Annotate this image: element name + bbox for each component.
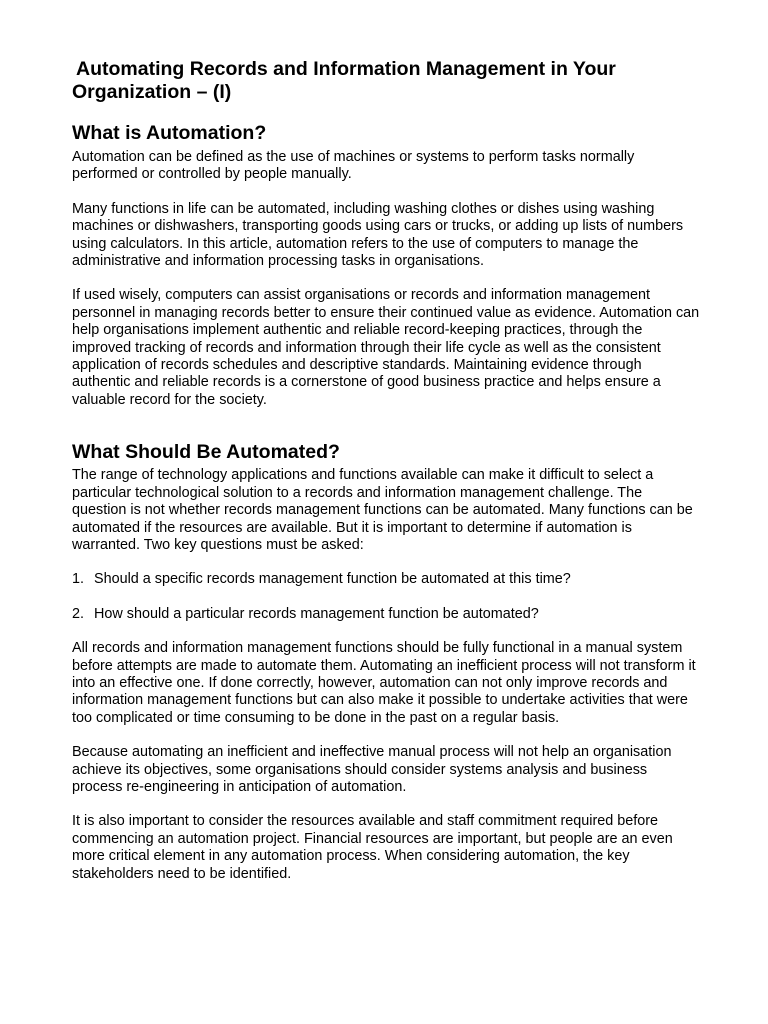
paragraph: Many functions in life can be automated, including washing clothes or dishes using washing machines or dishwashers, transporting goods using cars or trucks, or adding up lists of numbers using calculators. In this article, automation refers to the use of computers to manage the administrative and information processing tasks in organisations.: [72, 200, 684, 270]
section-heading-what-should-be-automated: What Should Be Automated?: [72, 441, 340, 464]
document-title: [72, 58, 700, 104]
list-number: 1.: [72, 571, 85, 588]
title-line-2: Organization – (I): [72, 81, 232, 103]
title-line-1: Automating Records and Information Management in Your: [76, 58, 616, 80]
paragraph: The range of technology applications and functions available can make it difficult to select a particular technological solution to a records and information management challenge. The question is not whether records management functions can be automated. Many functions can be automated if the resources are available. But it is important to determine if automation is warranted. Two key questions must be asked:: [72, 467, 693, 553]
list-text: How should a particular records management function be automated?: [94, 605, 539, 622]
paragraph: If used wisely, computers can assist organisations or records and information management personnel in managing records better to ensure their continued value as evidence. Automation can help organisations implement authentic and reliable record-keeping practices, through the improved tracking of records and information through their life cycle as well as the consistent application of records schedules and descriptive standards. Maintaining evidence through authentic and reliable records is a cornerstone of good business practice and helps ensure a valuable record for the society.: [72, 287, 700, 408]
list-item: [72, 606, 700, 623]
document-page: [72, 58, 700, 883]
section-heading-what-is-automation: What is Automation?: [72, 122, 267, 144]
paragraph: Automation can be defined as the use of machines or systems to perform tasks normally performed or controlled by people manually.: [72, 149, 635, 183]
paragraph: Because automating an inefficient and ineffective manual process will not help an organisation achieve its objectives, some organisations should consider systems analysis and business process re-engineering in anticipation of automation.: [72, 744, 672, 795]
paragraph: It is also important to consider the resources available and staff commitment required before commencing an automation project. Financial resources are important, but people are an even more critical element in any automation process. When considering automation, the key stakeholders need to be identified.: [72, 813, 673, 882]
paragraph: All records and information management functions should be fully functional in a manual system before attempts are made to automate them. Automating an inefficient process will not transform it into an effective one. If done correctly, however, automation can not only improve records and information management functions but can also make it possible to undertake activities that were too complicated or time consuming to be done in the past on a regular basis.: [72, 640, 696, 726]
list-text: Should a specific records management function be automated at this time?: [94, 571, 571, 588]
list-item: [72, 571, 700, 588]
list-number: 2.: [72, 605, 85, 622]
